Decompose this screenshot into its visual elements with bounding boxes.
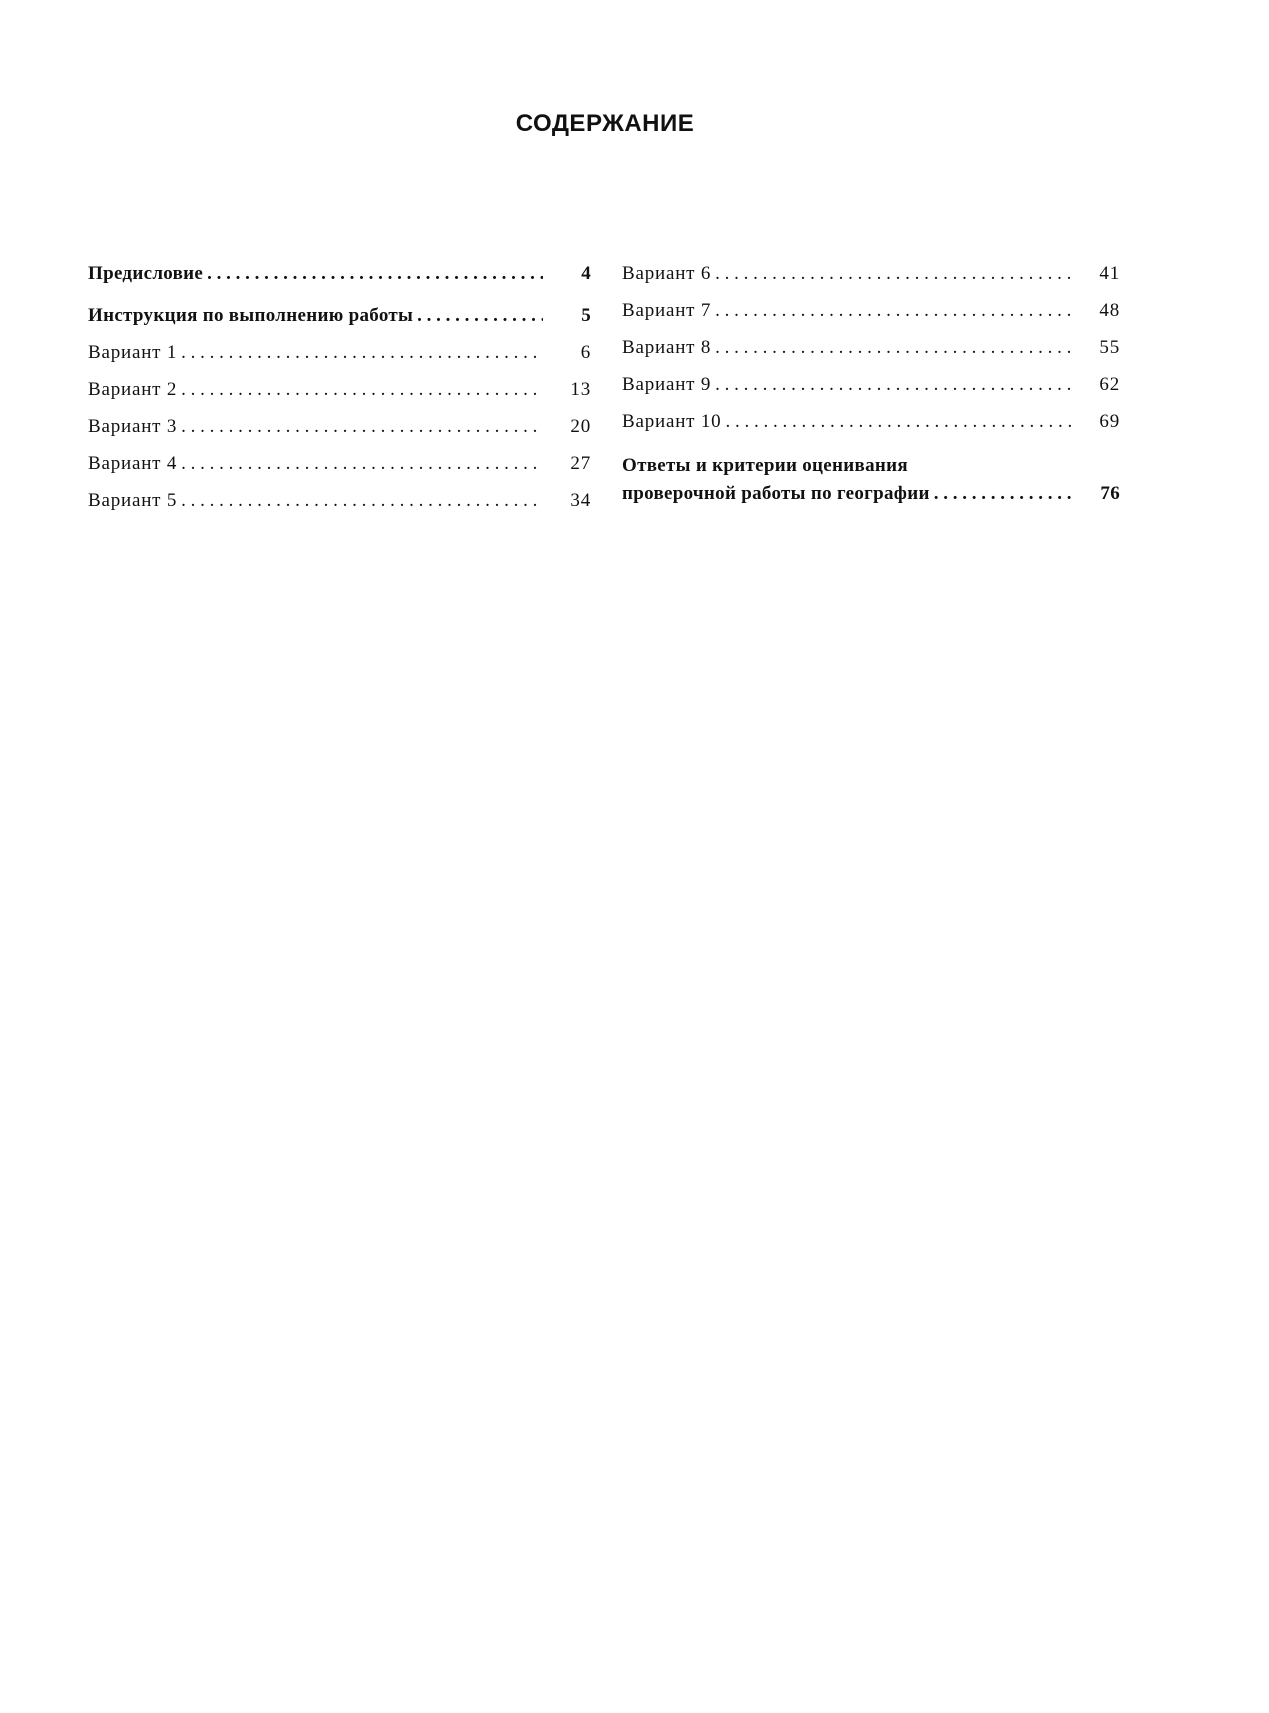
toc-entry-title: Инструкция по выполнению работы [88, 305, 414, 326]
toc-entry-title: Вариант 8 [622, 337, 712, 358]
toc-entry-page: 27 [570, 453, 591, 474]
toc-entry-variant-2[interactable] [88, 376, 591, 404]
toc-entry-variant-6[interactable] [622, 260, 1120, 288]
toc-entry-page: 76 [1100, 483, 1120, 504]
toc-entry-variant-10[interactable] [622, 408, 1120, 436]
dot-leader [181, 376, 543, 404]
toc-entry-title: Вариант 5 [88, 490, 178, 511]
toc-entry-variant-8[interactable] [622, 334, 1120, 362]
dot-leader [715, 297, 1072, 325]
dot-leader [181, 450, 543, 478]
toc-entry-answers[interactable] [622, 452, 1120, 508]
dot-leader [181, 413, 543, 441]
toc-entry-title-line2: проверочной работы по географии [622, 483, 930, 504]
toc-entry-title: Вариант 9 [622, 374, 712, 395]
dot-leader [715, 334, 1072, 362]
toc-entry-instruction[interactable] [88, 302, 591, 330]
dot-leader [181, 339, 543, 367]
toc-entry-page: 5 [581, 305, 591, 326]
toc-entry-variant-4[interactable] [88, 450, 591, 478]
toc-entry-page: 55 [1099, 337, 1120, 358]
toc-entry-variant-3[interactable] [88, 413, 591, 441]
toc-entry-page: 69 [1099, 411, 1120, 432]
toc-entry-page: 4 [581, 263, 591, 284]
toc-entry-page: 48 [1099, 300, 1120, 321]
toc-entry-page: 34 [570, 490, 591, 511]
toc-entry-title: Вариант 1 [88, 342, 178, 363]
toc-entry-title: Предисловие [88, 263, 204, 284]
dot-leader [934, 480, 1072, 508]
dot-leader [715, 371, 1072, 399]
toc-entry-page: 62 [1099, 374, 1120, 395]
toc-entry-page: 20 [570, 416, 591, 437]
dot-leader [715, 260, 1072, 288]
toc-entry-title: Вариант 3 [88, 416, 178, 437]
toc-entry-page: 41 [1099, 263, 1120, 284]
toc-entry-title: Вариант 10 [622, 411, 722, 432]
toc-left-column [88, 260, 591, 515]
toc-entry-variant-1[interactable] [88, 339, 591, 367]
toc-right-column [622, 260, 1120, 508]
toc-entry-title: Вариант 2 [88, 379, 178, 400]
toc-entry-title: Вариант 6 [622, 263, 712, 284]
toc-entry-preface[interactable] [88, 260, 591, 288]
dot-leader [207, 260, 543, 288]
toc-entry-variant-9[interactable] [622, 371, 1120, 399]
toc-entry-title: Вариант 4 [88, 453, 178, 474]
toc-entry-page: 13 [570, 379, 591, 400]
dot-leader [725, 408, 1072, 436]
toc-entry-page: 6 [580, 342, 591, 363]
dot-leader [417, 302, 543, 330]
toc-entry-variant-7[interactable] [622, 297, 1120, 325]
page-title: СОДЕРЖАНИЕ [515, 110, 695, 137]
toc-entry-line2 [622, 480, 1120, 508]
toc-entry-title-line1: Ответы и критерии оценивания [622, 455, 908, 476]
toc-entry-title: Вариант 7 [622, 300, 712, 321]
toc-entry-variant-5[interactable] [88, 487, 591, 515]
dot-leader [181, 487, 543, 515]
